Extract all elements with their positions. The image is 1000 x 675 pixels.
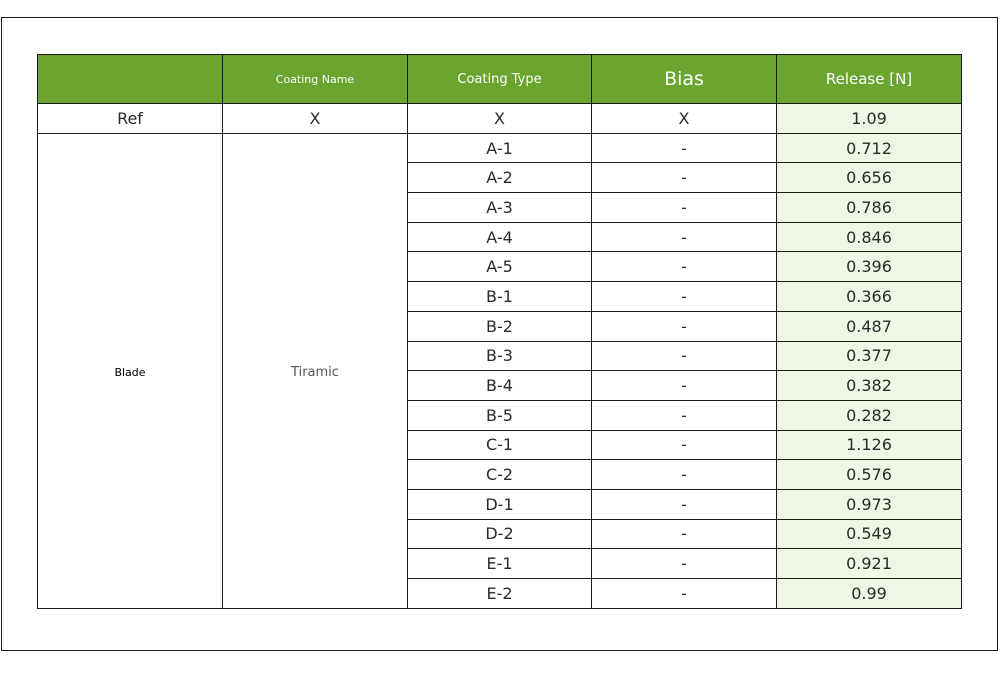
coating-type-cell: E-2 [408, 579, 592, 609]
release-cell: 0.396 [777, 252, 962, 282]
release-cell: 0.656 [777, 163, 962, 193]
bias-cell: - [592, 460, 777, 490]
coating-type-cell: A-5 [408, 252, 592, 282]
coating-type-cell: C-2 [408, 460, 592, 490]
coating-type-cell: A-3 [408, 193, 592, 223]
bias-cell: - [592, 579, 777, 609]
bias-cell: - [592, 163, 777, 193]
release-cell: 0.487 [777, 311, 962, 341]
bias-cell: - [592, 549, 777, 579]
coating-type-cell: B-4 [408, 371, 592, 401]
release-cell: 1.126 [777, 430, 962, 460]
release-cell: 0.366 [777, 282, 962, 312]
results-table [37, 54, 962, 609]
release-cell: 0.382 [777, 371, 962, 401]
group-label-cell [38, 133, 223, 608]
coating-type-cell: D-1 [408, 489, 592, 519]
release-cell: 0.282 [777, 400, 962, 430]
group-coating-name-cell [223, 133, 408, 608]
bias-cell: - [592, 400, 777, 430]
coating-type-cell: B-5 [408, 400, 592, 430]
release-cell: 0.377 [777, 341, 962, 371]
header-coating-name: Coating Name [223, 55, 408, 104]
coating-type-cell: E-1 [408, 549, 592, 579]
group-coating-name: Tiramic [291, 365, 339, 381]
ref-row [38, 104, 962, 134]
table-body [38, 104, 962, 609]
header-row [38, 55, 962, 104]
header-empty [38, 55, 223, 104]
release-cell: 0.576 [777, 460, 962, 490]
header-release: Release [N] [777, 55, 962, 104]
bias-cell: - [592, 341, 777, 371]
coating-type-cell: B-2 [408, 311, 592, 341]
bias-cell: - [592, 222, 777, 252]
bias-cell: - [592, 252, 777, 282]
bias-cell: - [592, 133, 777, 163]
coating-type-cell: D-2 [408, 519, 592, 549]
release-cell: 0.712 [777, 133, 962, 163]
ref-coating-type: X [408, 104, 592, 134]
release-cell: 0.973 [777, 489, 962, 519]
table-header [38, 55, 962, 104]
bias-cell: - [592, 371, 777, 401]
ref-release: 1.09 [777, 104, 962, 134]
release-cell: 0.921 [777, 549, 962, 579]
ref-bias: X [592, 104, 777, 134]
coating-type-cell: A-2 [408, 163, 592, 193]
release-cell: 0.846 [777, 222, 962, 252]
coating-type-cell: A-1 [408, 133, 592, 163]
coating-type-cell: B-1 [408, 282, 592, 312]
ref-coating-name: X [223, 104, 408, 134]
bias-cell: - [592, 282, 777, 312]
bias-cell: - [592, 430, 777, 460]
release-cell: 0.786 [777, 193, 962, 223]
coating-type-cell: C-1 [408, 430, 592, 460]
ref-label: Ref [38, 104, 223, 134]
release-cell: 0.549 [777, 519, 962, 549]
release-cell: 0.99 [777, 579, 962, 609]
bias-cell: - [592, 311, 777, 341]
coating-type-cell: B-3 [408, 341, 592, 371]
group-label: Blade [114, 366, 146, 380]
bias-cell: - [592, 489, 777, 519]
header-bias: Bias [592, 55, 777, 104]
table-row [38, 133, 962, 163]
bias-cell: - [592, 519, 777, 549]
header-coating-type: Coating Type [408, 55, 592, 104]
bias-cell: - [592, 193, 777, 223]
coating-type-cell: A-4 [408, 222, 592, 252]
